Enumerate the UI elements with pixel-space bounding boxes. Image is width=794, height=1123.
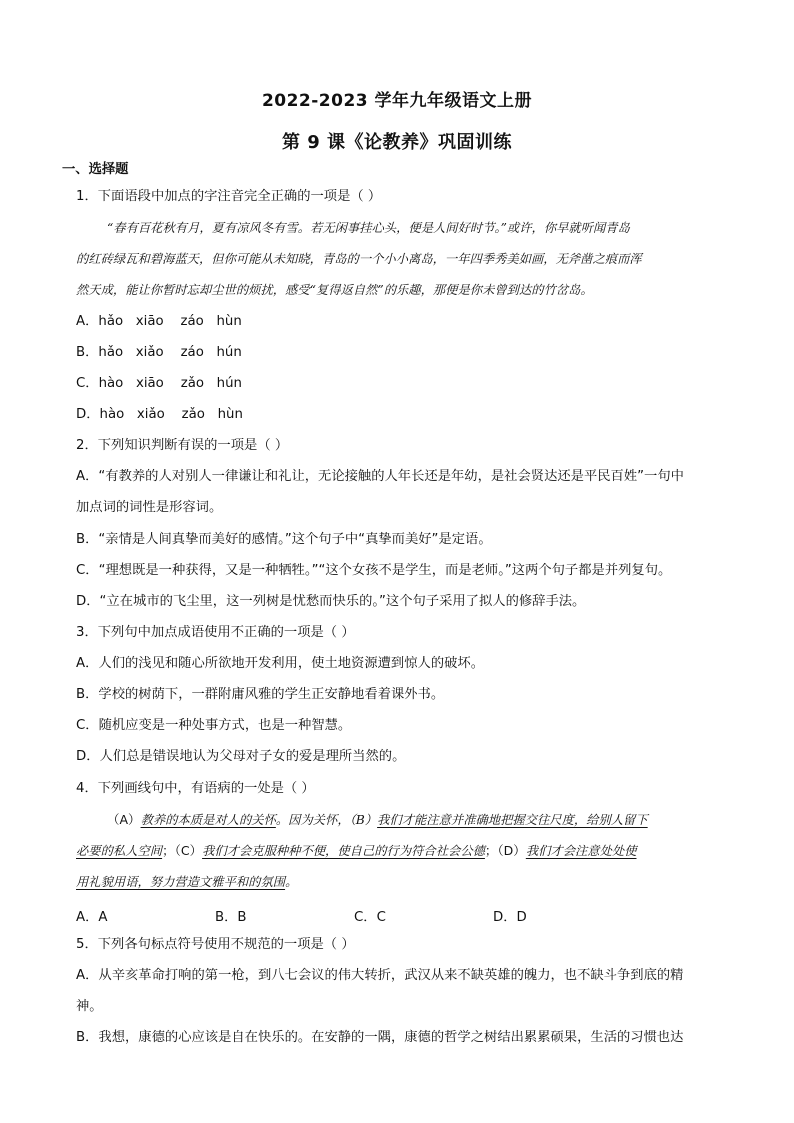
q1-option-a: A．hǎo xiāo záo hùn bbox=[76, 314, 242, 329]
q4-option-d: D．D bbox=[493, 910, 527, 925]
q1-option-d: D．hào xiǎo zǎo hùn bbox=[76, 407, 243, 422]
question-2-stem: 2．下列知识判断有误的一项是（ ） bbox=[76, 438, 289, 453]
q4-text: 。因为关怀，（B） bbox=[275, 813, 378, 827]
q2-line-4: C．“理想既是一种获得，又是一种牺牲。”“这个女孩不是学生，而是老师。”这两个句子都是并列复句。 bbox=[76, 563, 672, 578]
q4-label-a: （A） bbox=[107, 812, 141, 827]
q4-underlined-a: 教养的本质是对人的关怀 bbox=[140, 813, 276, 827]
q4-label-c: ；（C） bbox=[162, 843, 203, 858]
q1-passage-line-1: “春有百花秋有月，夏有凉风冬有雪。若无闲事挂心头，便是人间好时节。”或许，你早就听闻青岛 bbox=[107, 221, 630, 235]
q4-underlined-b: 我们才能注意并准确地把握交往尺度，给别人留下 bbox=[377, 813, 648, 827]
lesson-title: 第 9 课《论教养》巩固训练 bbox=[281, 132, 513, 153]
q4-option-a: A．A bbox=[76, 910, 108, 925]
q1-option-c: C．hào xiāo zǎo hún bbox=[76, 376, 242, 391]
q3-option-d: D．人们总是错误地认为父母对子女的爱是理所当然的。 bbox=[76, 749, 406, 764]
q4-text-end: 。 bbox=[285, 875, 298, 889]
q4-passage-line-1 bbox=[107, 812, 757, 828]
q4-underlined-d: 我们才会注意处处使 bbox=[525, 844, 637, 858]
question-4-stem: 4．下列画线句中，有语病的一处是（ ） bbox=[76, 781, 315, 796]
q2-line-3: B．“亲情是人间真挚而美好的感情。”这个句子中“真挚而美好”是定语。 bbox=[76, 532, 492, 547]
question-5-stem: 5．下列各句标点符号使用不规范的一项是（ ） bbox=[76, 937, 355, 952]
question-1-stem: 1．下面语段中加点的字注音完全正确的一项是（ ） bbox=[76, 189, 382, 204]
q5-line-3: B．我想，康德的心应该是自在快乐的。在安静的一隅，康德的哲学之树结出累累硕果，生活的习惯也达 bbox=[76, 1030, 684, 1045]
q4-label-d: ；（D） bbox=[484, 843, 526, 858]
q3-option-a: A．人们的浅见和随心所欲地开发利用，使土地资源遭到惊人的破坏。 bbox=[76, 656, 485, 671]
q3-option-b: B．学校的树荫下，一群附庸风雅的学生正安静地看着课外书。 bbox=[76, 687, 445, 702]
question-3-stem: 3．下列句中加点成语使用不正确的一项是（ ） bbox=[76, 625, 355, 640]
q2-line-1: A．“有教养的人对别人一律谦让和礼让，无论接触的人年长还是年幼，是社会贤达还是平民百姓”一句中 bbox=[76, 469, 684, 484]
section-heading: 一、选择题 bbox=[62, 162, 129, 177]
q1-passage-line-3: 然天成，能让你暂时忘却尘世的烦扰，感受“复得返自然”的乐趣，那便是你未曾到达的竹岔岛。 bbox=[76, 283, 593, 297]
q4-underlined-b-cont: 必要的私人空间 bbox=[76, 844, 163, 858]
q4-underlined-c: 我们才会克服种种不便，使自己的行为符合社会公德 bbox=[202, 844, 485, 858]
q1-option-b: B．hǎo xiǎo záo hún bbox=[76, 345, 242, 360]
q5-line-1: A．从辛亥革命打响的第一枪，到八七会议的伟大转折，武汉从来不缺英雄的魄力，也不缺斗争到底的精 bbox=[76, 968, 684, 983]
q3-option-c: C．随机应变是一种处事方式，也是一种智慧。 bbox=[76, 718, 352, 733]
document-title: 2022-2023 学年九年级语文上册 bbox=[261, 91, 533, 111]
q2-line-2: 加点词的词性是形容词。 bbox=[76, 500, 223, 515]
q4-option-c: C．C bbox=[354, 910, 386, 925]
q1-passage-line-2: 的红砖绿瓦和碧海蓝天，但你可能从未知晓，青岛的一个小小离岛，一年四季秀美如画，无斧凿之痕而浑 bbox=[76, 252, 642, 266]
q4-options bbox=[76, 906, 636, 925]
q5-line-2: 神。 bbox=[76, 999, 103, 1014]
q4-passage-line-3 bbox=[76, 874, 726, 890]
q2-line-5: D．“立在城市的飞尘里，这一列树是忧愁而快乐的。”这个句子采用了拟人的修辞手法。 bbox=[76, 594, 586, 609]
q4-passage-line-2 bbox=[76, 843, 726, 859]
q4-underlined-d-cont: 用礼貌用语，努力营造文雅平和的氛围 bbox=[76, 875, 286, 889]
q4-option-b: B．B bbox=[215, 910, 247, 925]
